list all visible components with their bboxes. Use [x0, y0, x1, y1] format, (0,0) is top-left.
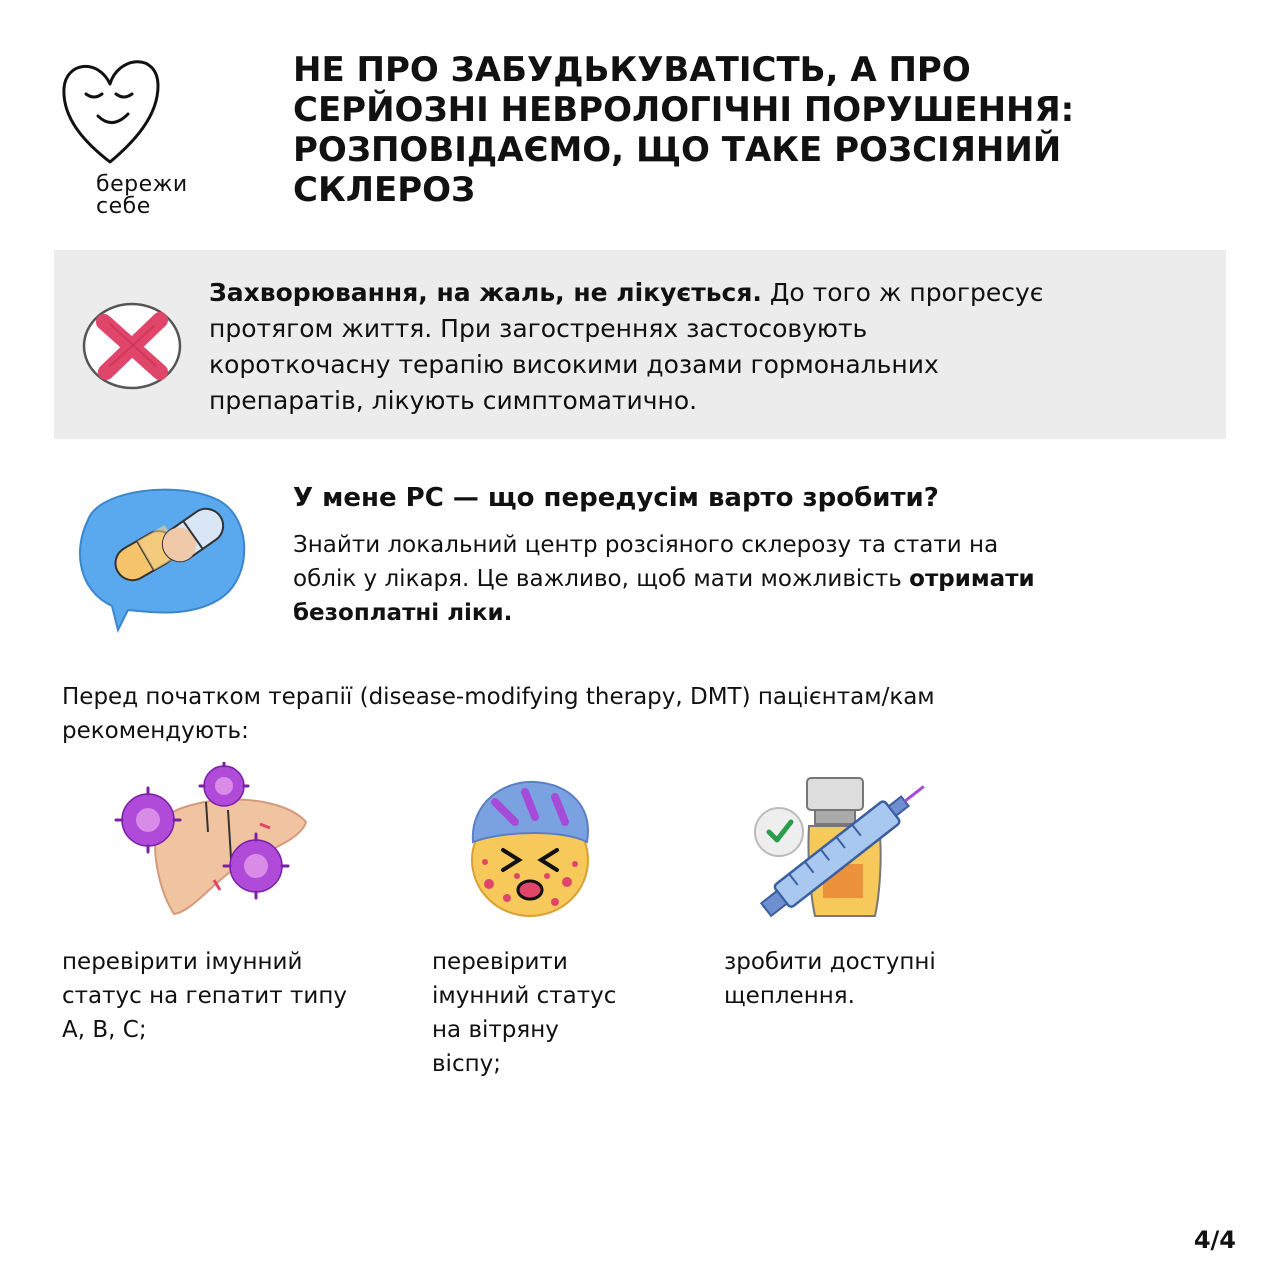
logo: [58, 50, 218, 220]
logo-line-1: бережи: [96, 172, 188, 197]
rs-line-1: Знайти локальний центр розсіяного склерозу та стати на: [293, 532, 999, 558]
vaccine-syringe-icon: [745, 768, 945, 928]
rec-text-3: [724, 945, 936, 1013]
rec-2-line-4: віспу;: [432, 1051, 501, 1077]
logo-line-2: себе: [96, 194, 151, 219]
intro-text: [62, 680, 1162, 748]
title-line-4: СКЛЕРОЗ: [293, 170, 476, 210]
chickenpox-face-icon: [455, 772, 605, 922]
rs-text: [293, 528, 1193, 630]
rs-line-2: [293, 562, 1193, 596]
page-number: 4/4: [1193, 1226, 1236, 1254]
rs-heading: У мене РС — що передусім варто зробити?: [293, 483, 939, 513]
pills-bubble-icon: [68, 480, 258, 635]
page-title: [293, 50, 1223, 210]
title-line-2: СЕРЙОЗНІ НЕВРОЛОГІЧНІ ПОРУШЕННЯ:: [293, 90, 1075, 130]
rs-line-3: [293, 596, 1193, 630]
rec-3-line-2: щеплення.: [724, 983, 855, 1009]
logo-text: [96, 174, 188, 218]
note-text: [209, 275, 1209, 419]
rec-text-1: [62, 945, 347, 1047]
rec-text-2: [432, 945, 616, 1081]
note-line-4: препаратів, лікують симптоматично.: [209, 386, 698, 415]
rs-line-2-plain: облік у лікаря. Це важливо, щоб мати можливість: [293, 566, 910, 592]
rs-line-3-bold: безоплатні ліки.: [293, 600, 513, 626]
rec-3-line-1: зробити доступні: [724, 949, 936, 975]
heart-face-icon: [58, 50, 168, 170]
note-line-1: [209, 275, 1209, 311]
liver-virus-icon: [110, 762, 310, 922]
rec-1-line-2: статус на гепатит типу: [62, 983, 347, 1009]
rec-2-line-2: імунний статус: [432, 983, 617, 1009]
note-bold: Захворювання, на жаль, не лікується.: [209, 278, 762, 307]
rec-1-line-3: A, B, C;: [62, 1017, 147, 1043]
intro-line-1: Перед початком терапії (disease-modifying therapy, DMT) пацієнтам/кам: [62, 684, 935, 710]
title-line-1: НЕ ПРО ЗАБУДЬКУВАТІСТЬ, А ПРО: [293, 50, 971, 90]
title-line-3: РОЗПОВІДАЄМО, ЩО ТАКЕ РОЗСІЯНИЙ: [293, 130, 1062, 170]
note-line-1-rest: До того ж прогресує: [761, 278, 1044, 307]
note-line-3: короткочасну терапію високими дозами гормональних: [209, 350, 939, 379]
red-cross-icon: [80, 300, 184, 392]
intro-line-2: рекомендують:: [62, 718, 249, 744]
rec-1-line-1: перевірити імунний: [62, 949, 303, 975]
rs-line-2-bold: отримати: [909, 566, 1035, 592]
rec-2-line-3: на вітряну: [432, 1017, 559, 1043]
note-line-2: протягом життя. При загостреннях застосовують: [209, 314, 868, 343]
rec-2-line-1: перевірити: [432, 949, 568, 975]
